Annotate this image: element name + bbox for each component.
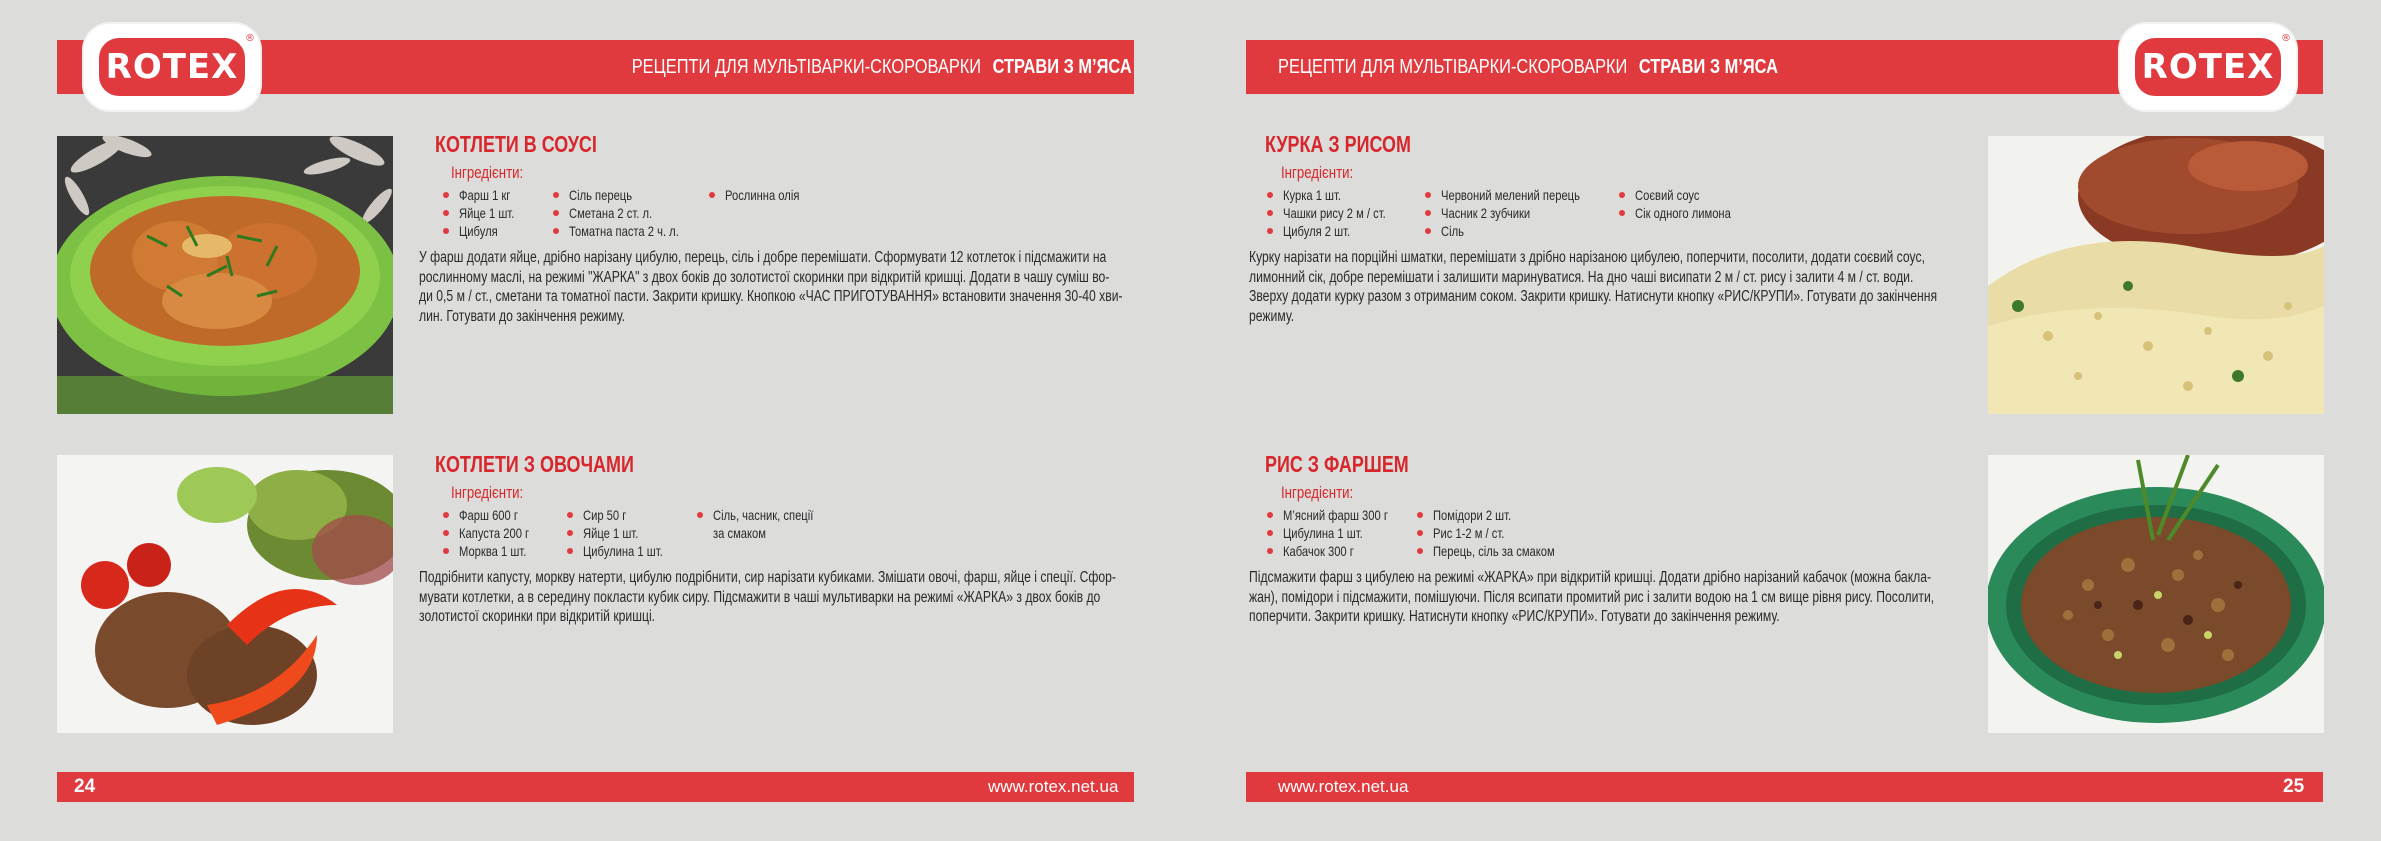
recipe-kotleti-v-sousi — [419, 130, 1155, 326]
trademark-mark: ® — [2281, 33, 2291, 44]
recipe-steps — [419, 568, 1155, 627]
photo-rice-with-mince — [1988, 455, 2324, 733]
steps-line: жан), помідори і підсмажити, помішуючи. Після всипати промитий рис і залити водою на 1 см вище рівня рису. Посолити, — [1249, 588, 1935, 606]
ingredient-item: Морква 1 шт. — [441, 542, 547, 560]
ingredient-item: Сир 50 г — [565, 506, 683, 524]
steps-line: Зверху додати курку разом з отриманим соком. Закрити кришку. Натиснути кнопку «РИС/КРУПИ». Готувати до закінчення — [1249, 288, 1938, 306]
header-series: РЕЦЕПТИ ДЛЯ МУЛЬТІВАРКИ-СКОРОВАРКИ — [632, 56, 982, 78]
steps-line: Подрібнити капусту, моркву натерти, цибулю подрібнити, сир нарізати кубиками. Змішати овочі, фарш, яйце і спеції. Сфор- — [419, 569, 1116, 586]
recipe-kurka-z-risom — [1249, 130, 1985, 326]
steps-line: золотистої скоринки при відкритій кришці. — [419, 608, 656, 626]
page-number-left: 24 — [74, 776, 96, 797]
ingredient-item: Цибулина 1 шт. — [565, 542, 683, 560]
steps-line: лимонний сік, добре перемішати і залишити маринуватися. На дно чаші висипати 2 м / ст. рису і залити 4 м / ст. води. — [1249, 268, 1914, 286]
recipe-kotleti-z-ovochami — [419, 450, 1155, 627]
ingredient-item: Яйце 1 шт. — [565, 524, 683, 542]
recipe-title: КУРКА З РИСОМ — [1265, 131, 1411, 157]
steps-line: лин. Готувати до закінчення режиму. — [419, 307, 625, 325]
website-link-left[interactable]: www.rotex.net.ua — [988, 777, 1119, 796]
header-section: СТРАВИ З М’ЯСА — [1638, 56, 1778, 78]
ingredient-item: Цибуля — [441, 222, 528, 240]
ingredient-item: Курка 1 шт. — [1265, 186, 1411, 204]
ingredient-item: Сметана 2 ст. л. — [551, 204, 706, 222]
ingredients-list — [1265, 186, 1985, 246]
left-header-title — [632, 40, 1132, 94]
recipe-ris-z-farshem — [1249, 450, 1985, 627]
photo-chicken-with-rice — [1988, 136, 2324, 414]
ingredient-item: Цибуля 2 шт. — [1265, 222, 1411, 240]
steps-line: У фарш додати яйце, дрібно нарізану цибулю, перець, сіль і добре перемішати. Сформувати 12 котлеток і підсмажити на — [419, 249, 1107, 266]
rotex-logo-left — [84, 24, 260, 110]
recipe-steps — [1249, 248, 1985, 326]
ingredient-item: Яйце 1 шт. — [441, 204, 528, 222]
ingredient-item: Фарш 600 г — [441, 506, 547, 524]
photo-cutlets-in-sauce — [57, 136, 393, 414]
steps-line: мувати котлетки, а в середину покласти кубик сиру. Підсмажити в чаші мультиварки на режимі «ЖАРКА» з двох боків до — [419, 588, 1101, 606]
ingredient-item: Помідори 2 шт. — [1415, 506, 1585, 524]
recipe-title: РИС З ФАРШЕМ — [1265, 451, 1409, 477]
ingredient-item: Сіль перець — [551, 186, 706, 204]
ingredients-label: Інгредієнти: — [1281, 163, 1354, 182]
recipe-title: КОТЛЕТИ З ОВОЧАМИ — [435, 451, 634, 477]
ingredient-item: Рослинна олія — [707, 186, 818, 204]
logo-text: ROTEX — [2135, 38, 2281, 96]
header-series: РЕЦЕПТИ ДЛЯ МУЛЬТІВАРКИ-СКОРОВАРКИ — [1278, 56, 1628, 78]
ingredient-item: Цибулина 1 шт. — [1265, 524, 1414, 542]
ingredient-item: Червоний мелений перець — [1423, 186, 1615, 204]
ingredient-item: Сіль, часник, спеції — [695, 506, 838, 524]
ingredients-label: Інгредієнти: — [451, 483, 524, 502]
ingredient-item: Капуста 200 г — [441, 524, 547, 542]
rotex-logo-right — [2120, 24, 2296, 110]
steps-line: рослинному маслі, на режимі "ЖАРКА" з двох боків до золотистої скоринки при відкритій кришці. Додати в чашу суміш во- — [419, 268, 1110, 286]
recipe-title: КОТЛЕТИ В СОУСІ — [435, 131, 597, 157]
ingredient-item-continued: за смаком — [713, 525, 766, 541]
ingredients-label: Інгредієнти: — [1281, 483, 1354, 502]
ingredient-item: Сіль — [1423, 222, 1615, 240]
ingredient-item: Чашки рису 2 м / ст. — [1265, 204, 1411, 222]
recipe-steps — [1249, 568, 1985, 627]
ingredients-list — [1265, 506, 1985, 566]
page-number-right: 25 — [2283, 776, 2305, 797]
right-header-title — [1278, 40, 1778, 94]
header-section: СТРАВИ З М’ЯСА — [992, 56, 1132, 78]
ingredient-item: Рис 1-2 м / ст. — [1415, 524, 1585, 542]
steps-line: Підсмажити фарш з цибулею на режимі «ЖАРКА» при відкритій кришці. Додати дрібно нарізаний кабачок (можна бакла- — [1249, 569, 1932, 586]
steps-line: ди 0,5 м / ст., сметани та томатної пасти. Закрити кришку. Кнопкою «ЧАС ПРИГОТУВАННЯ» встановити значення 30-40 хви- — [419, 288, 1123, 306]
ingredient-item: Сік одного лимона — [1617, 204, 1755, 222]
ingredient-item: М’ясний фарш 300 г — [1265, 506, 1414, 524]
ingredient-item: Соєвий соус — [1617, 186, 1755, 204]
recipe-steps — [419, 248, 1155, 326]
logo-text: ROTEX — [99, 38, 245, 96]
photo-cutlets-with-vegetables — [57, 455, 393, 733]
left-footer-bar — [57, 772, 1134, 802]
ingredient-item: Часник 2 зубчики — [1423, 204, 1615, 222]
trademark-mark: ® — [245, 33, 255, 44]
ingredient-item: Перець, сіль за смаком — [1415, 542, 1585, 560]
steps-line: поперчити. Закрити кришку. Натиснути кнопку «РИС/КРУПИ». Готувати до закінчення режиму. — [1249, 608, 1780, 626]
website-link-right[interactable]: www.rotex.net.ua — [1278, 777, 1409, 796]
ingredients-list — [441, 186, 1155, 246]
steps-line: Курку нарізати на порційні шматки, перемішати з дрібно нарізаною цибулею, поперчити, посолити, додати соєвий соус, — [1249, 249, 1925, 266]
ingredients-label: Інгредієнти: — [451, 163, 524, 182]
ingredient-item: Фарш 1 кг — [441, 186, 528, 204]
steps-line: режиму. — [1249, 307, 1295, 325]
ingredient-item: Томатна паста 2 ч. л. — [551, 222, 706, 240]
ingredient-item: Кабачок 300 г — [1265, 542, 1414, 560]
ingredients-list — [441, 506, 1155, 566]
